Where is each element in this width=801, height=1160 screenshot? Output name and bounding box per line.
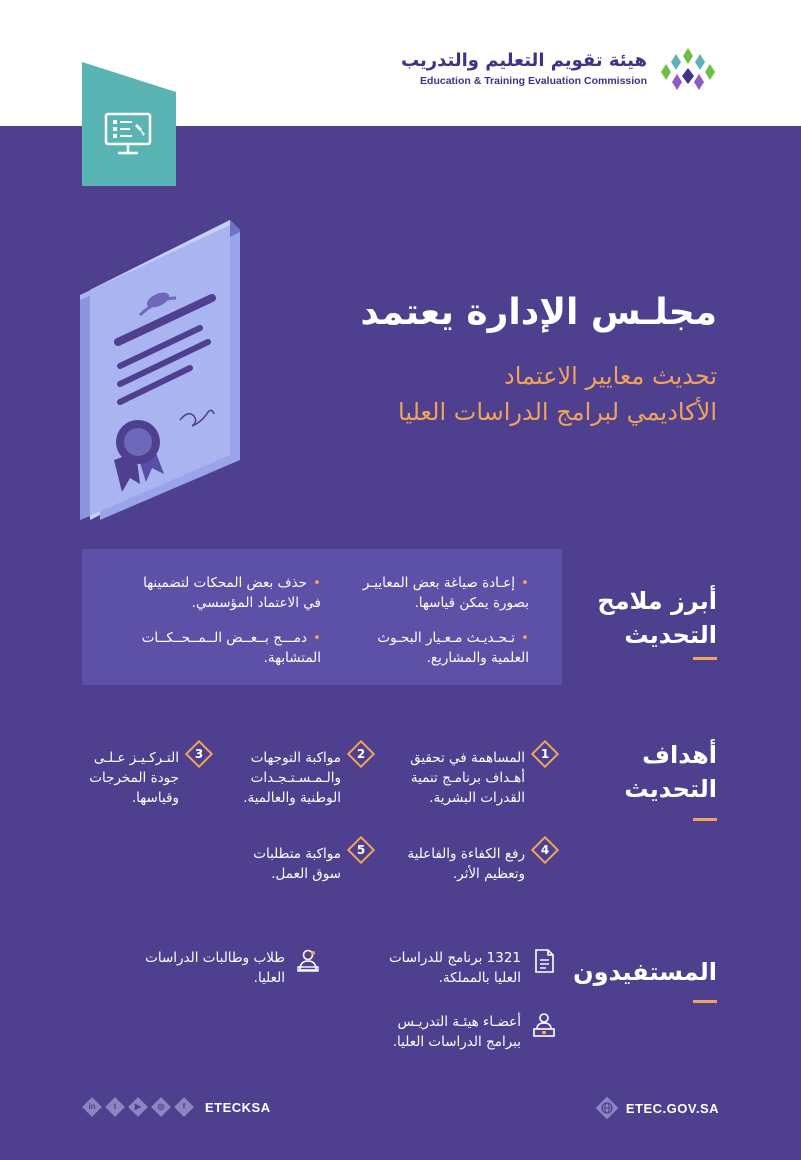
- logo-english: Education & Training Evaluation Commission: [420, 74, 647, 87]
- badge-notch: [82, 62, 176, 92]
- goals-title: [624, 738, 717, 806]
- website-url[interactable]: ETEC.GOV.SA: [625, 1100, 719, 1116]
- beneficiary-item-programs: 1321 برنامج للدراسات العليا بالمملكة.: [389, 948, 557, 988]
- beneficiaries-title: المستفيدون: [573, 958, 717, 986]
- feature-item: •حذف بعض المحكات لتضمينها في الاعتماد المؤسسي.: [143, 575, 321, 611]
- beneficiary-item-students: طلاب وطالبات الدراسات العليا.: [145, 948, 321, 988]
- student-icon: [295, 948, 321, 974]
- website-link[interactable]: [596, 1097, 719, 1119]
- feature-item: •إعـادة صياغة بعض المعاييـر بصورة يمكن قياسها.: [362, 575, 529, 611]
- goal-item-4: 4 رفع الكفاءة والفاعلية وتعظيم الأثر.: [407, 838, 557, 884]
- monitor-checklist-icon: [104, 112, 154, 158]
- goal-item-2: 2 مواكبة التوجهات والـمـسـتـجـدات الوطنية والعالمية.: [243, 742, 373, 808]
- bullet-icon: •: [521, 575, 529, 591]
- subtitle-line-1: تحديث معايير الاعتماد: [504, 362, 717, 390]
- leaf-cluster-logo-icon: [657, 44, 719, 92]
- facebook-icon[interactable]: f: [174, 1097, 194, 1117]
- linkedin-icon[interactable]: in: [82, 1097, 102, 1117]
- features-title-line-2: التحديث: [624, 621, 717, 649]
- number-badge: 1: [533, 742, 557, 766]
- logo-text: [401, 50, 647, 87]
- number-badge: 5: [349, 838, 373, 862]
- number-badge: 2: [349, 742, 373, 766]
- page-subtitle: [297, 358, 717, 430]
- goal-item-3: 3 التـركـيـز عـلـى جودة المخرجات وقياسها.: [89, 742, 211, 808]
- youtube-icon[interactable]: ▶: [128, 1097, 148, 1117]
- social-links: [82, 1097, 271, 1117]
- twitter-icon[interactable]: t: [105, 1097, 125, 1117]
- number-badge: 4: [533, 838, 557, 862]
- features-title: [597, 584, 717, 652]
- instagram-icon[interactable]: ◎: [151, 1097, 171, 1117]
- goal-item-5: 5 مواكبة متطلبات سوق العمل.: [253, 838, 373, 884]
- goals-underline: [693, 818, 717, 821]
- page-title: مجلـس الإدارة يعتمد: [360, 292, 717, 333]
- goals-title-line-2: التحديث: [624, 775, 717, 803]
- beneficiaries-underline: [693, 1000, 717, 1003]
- bullet-icon: •: [313, 630, 321, 646]
- beneficiary-item-faculty: أعضـاء هيئـة التدريـس ببرامج الدراسات العليا.: [393, 1012, 557, 1052]
- document-icon: [531, 948, 557, 974]
- globe-icon: [596, 1097, 618, 1119]
- social-handle[interactable]: ETECKSA: [205, 1099, 271, 1115]
- feature-item: •دمـــج بــعــض الــمــحــكــات المتشابهة.: [141, 630, 321, 666]
- features-underline: [693, 657, 717, 660]
- goal-item-1: 1 المساهمة في تحقيق أهـداف برنامـج تنمية القدرات البشرية.: [410, 742, 557, 808]
- goals-title-line-1: أهداف: [642, 741, 717, 769]
- logo-arabic: هيئة تقويم التعليم والتدريب: [400, 49, 647, 71]
- bullet-icon: •: [521, 630, 529, 646]
- bullet-icon: •: [313, 575, 321, 591]
- feature-item: •تـحـديـث مـعـيار البحـوث العلمية والمشاريع.: [377, 630, 529, 666]
- features-title-line-1: أبرز ملامح: [597, 587, 717, 615]
- number-badge: 3: [187, 742, 211, 766]
- teacher-icon: [531, 1012, 557, 1038]
- subtitle-line-2: الأكاديمي لبرامج الدراسات العليا: [398, 398, 717, 426]
- etec-logo[interactable]: [401, 44, 719, 92]
